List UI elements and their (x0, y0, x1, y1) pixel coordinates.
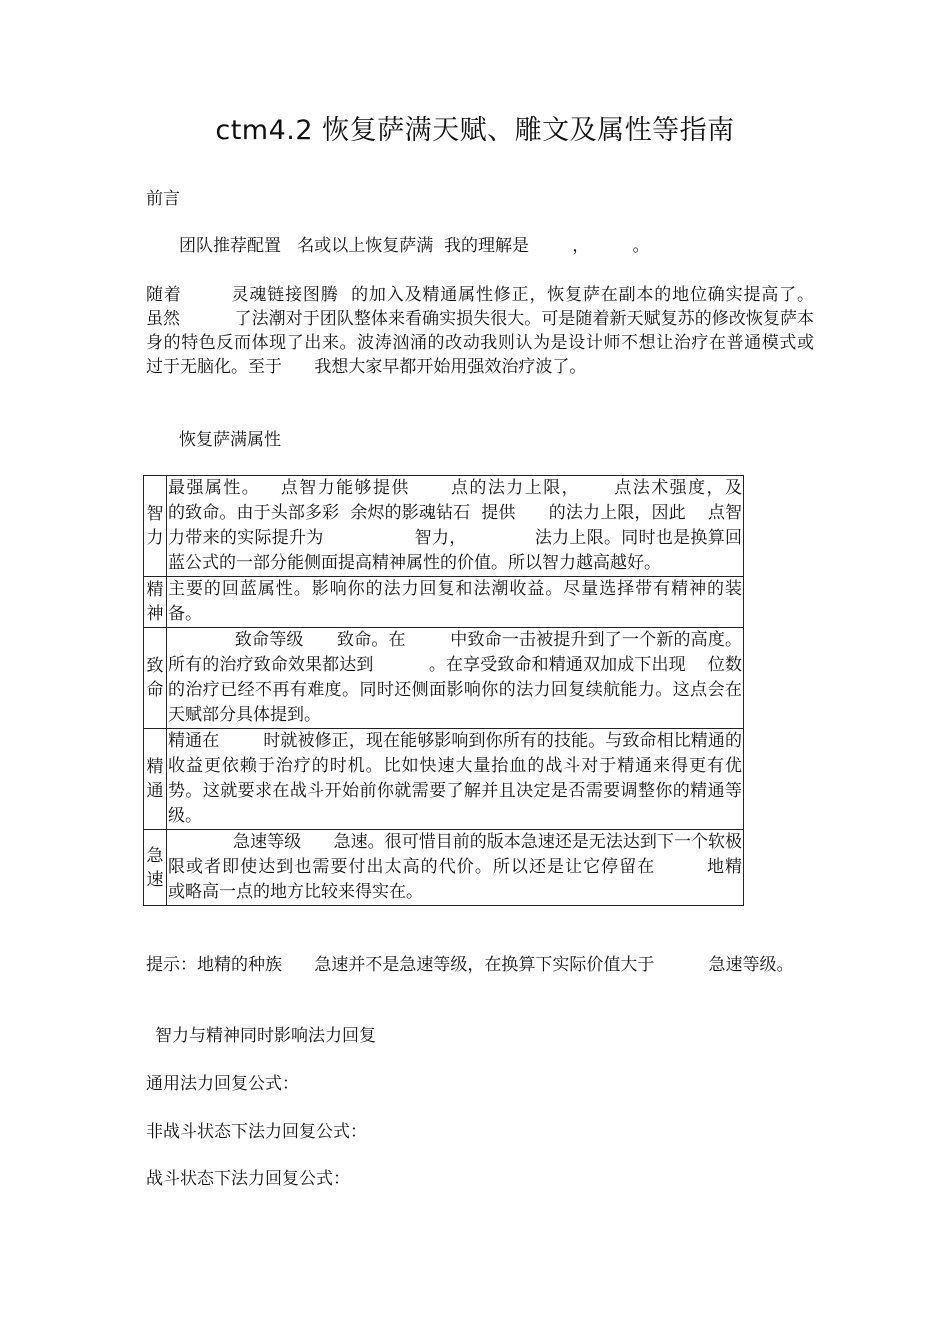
attribute-label: 智力 (144, 476, 167, 577)
table-row (144, 476, 744, 577)
tip-paragraph: 提示：地精的种族 急速并不是急速等级，在换算下实际价值大于 急速等级。 (146, 955, 794, 975)
team-recommendation-line: 团队推荐配置 名或以上恢复萨满 我的理解是 ， 。 (179, 236, 650, 256)
mana-regen-heading: 智力与精神同时影响法力回复 (155, 1026, 376, 1046)
attributes-heading: 恢复萨满属性 (179, 430, 281, 450)
table-row (144, 729, 744, 830)
general-formula-label: 通用法力回复公式： (146, 1074, 299, 1094)
table-row (144, 830, 744, 906)
attribute-description: 致命等级 致命。在 中致命一击被提升到了一个新的高度。所有的治疗致命效果都达到 。在享受致命和精通双加成下出现 位数的治疗已经不再有难度。同时还侧面影响你的法力回复续航能力。这点会在天赋部分具体提到。 (167, 628, 744, 729)
attribute-label: 致命 (144, 628, 167, 729)
table-row (144, 577, 744, 628)
attribute-label: 急速 (144, 830, 167, 906)
attributes-table (143, 475, 818, 906)
combat-formula-label: 战斗状态下法力回复公式： (146, 1169, 350, 1189)
attribute-label: 精神 (144, 577, 167, 628)
preface-heading: 前言 (146, 189, 180, 209)
attribute-description: 最强属性。 点智力能够提供 点的法力上限， 点法术强度，及 的致命。由于头部多彩 余烬的影魂钻石 提供 的法力上限，因此 点智力带来的实际提升为 智力， 法力上限。同时也是换算回蓝公式的一部分能侧面提高精神属性的价值。所以智力越高越好。 (167, 476, 744, 577)
attribute-label: 精通 (144, 729, 167, 830)
attribute-description: 精通在 时就被修正，现在能够影响到你所有的技能。与致命相比精通的收益更依赖于治疗的时机。比如快速大量抬血的战斗对于精通来得更有优势。这就要求在战斗开始前你就需要了解并且决定是否需要调整你的精通等级。 (167, 729, 744, 830)
document-title: ctm4.2 恢复萨满天赋、雕文及属性等指南 (215, 115, 735, 146)
intro-paragraph: 随着 灵魂链接图腾 的加入及精通属性修正，恢复萨在副本的地位确实提高了。 虽然 了法潮对于团队整体来看确实损失很大。可是随着新天赋复苏的修改恢复萨本身的特色反而体现了出来。波涛汹涌的改动我则认为是设计师不想让治疗在普通模式或 过于无脑化。至于 我想大家早都开始用强效治疗波了。 (146, 285, 847, 377)
attribute-description: 主要的回蓝属性。影响你的法力回复和法潮收益。尽量选择带有精神的装备。 (167, 577, 744, 628)
attribute-description: 急速等级 急速。很可惜目前的版本急速还是无法达到下一个软极限或者即使达到也需要付出太高的代价。所以还是让它停留在 地精 或略高一点的地方比较来得实在。 (167, 830, 744, 906)
noncombat-formula-label: 非战斗状态下法力回复公式： (146, 1122, 367, 1142)
table-row (144, 628, 744, 729)
